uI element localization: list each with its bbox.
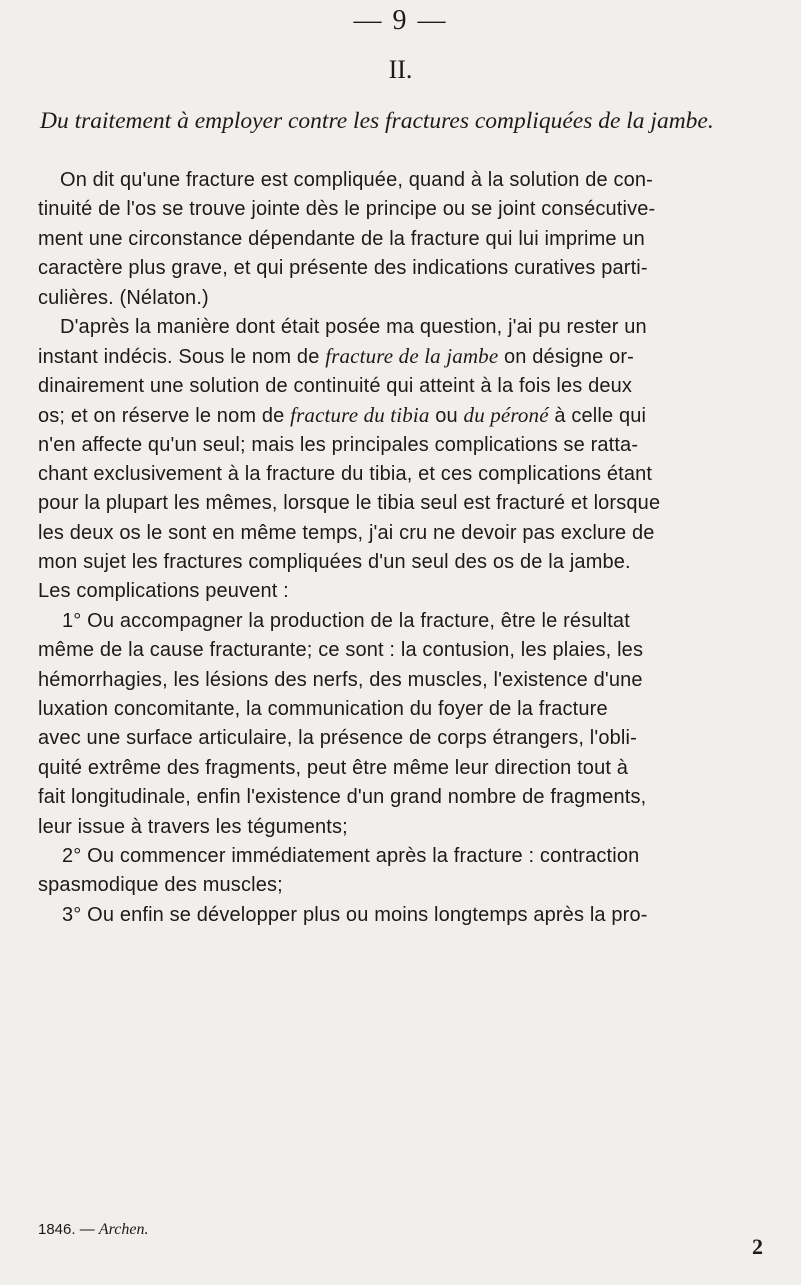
signature-mark: 2 (752, 1234, 763, 1259)
text-line: D'après la manière dont était posée ma question, j'ai pu rester un (60, 315, 647, 338)
italic-term: fracture du tibia (290, 403, 430, 428)
footer-year: 1846. — (38, 1221, 95, 1238)
text-line (38, 401, 788, 430)
text-run: os; et on réserve le nom de (38, 405, 285, 428)
footer-imprint (38, 1221, 768, 1239)
text-line: n'en affecte qu'un seul; mais les principales complications se ratta- (38, 433, 639, 456)
italic-term: fracture de la jambe (325, 344, 499, 369)
text-line: quité extrême des fragments, peut être même leur direction tout à (38, 756, 629, 779)
text-line: caractère plus grave, et qui présente des indications curatives parti- (38, 257, 648, 280)
text-line: même de la cause fracturante; ce sont : la contusion, les plaies, les (38, 639, 644, 662)
text-line: Les complications peuvent : (38, 580, 289, 603)
text-line: hémorrhagies, les lésions des nerfs, des muscles, l'existence d'une (38, 668, 643, 691)
text-line: culières. (Nélaton.) (38, 286, 209, 309)
text-line: tinuité de l'os se trouve jointe dès le principe ou se joint consécutive- (38, 198, 656, 221)
text-line: 3° Ou enfin se développer plus ou moins longtemps après la pro- (62, 903, 648, 926)
text-line: spasmodique des muscles; (38, 874, 283, 897)
text-line: pour la plupart les mêmes, lorsque le tibia seul est fracturé et lorsque (38, 492, 661, 515)
body-text (38, 166, 788, 930)
text-line: dinairement une solution de continuité qui atteint à la fois les deux (38, 374, 633, 397)
text-line: 2° Ou commencer immédiatement après la fracture : contraction (62, 844, 640, 867)
text-line: mon sujet les fractures compliquées d'un seul des os de la jambe. (38, 551, 631, 574)
text-line: luxation concomitante, la communication du foyer de la fracture (38, 698, 608, 721)
text-line: 1° Ou accompagner la production de la fracture, être le résultat (62, 609, 630, 632)
text-line: ment une circonstance dépendante de la fracture qui lui imprime un (38, 227, 645, 250)
text-line: On dit qu'une fracture est compliquée, quand à la solution de con- (60, 169, 653, 191)
text-line: fait longitudinale, enfin l'existence d'un grand nombre de fragments, (38, 786, 647, 809)
text-line: leur issue à travers les téguments; (38, 815, 348, 838)
text-run: on désigne or- (504, 346, 634, 369)
text-run: ou (435, 405, 458, 428)
page-number: — 9 — (353, 5, 448, 36)
footer-name: Archen. (98, 1221, 149, 1238)
italic-term: du péroné (463, 403, 549, 428)
text-run: instant indécis. Sous le nom de (38, 346, 320, 369)
text-run: à celle qui (554, 405, 647, 428)
text-line: les deux os le sont en même temps, j'ai cru ne devoir pas exclure de (38, 521, 655, 544)
section-number: II. (388, 55, 413, 84)
text-line: avec une surface articulaire, la présence de corps étrangers, l'obli- (38, 727, 637, 750)
text-line (38, 342, 788, 371)
section-title: Du traitement à employer contre les fractures compliquées de la jambe. (40, 108, 714, 134)
text-line: chant exclusivement à la fracture du tibia, et ces complications étant (38, 462, 653, 485)
